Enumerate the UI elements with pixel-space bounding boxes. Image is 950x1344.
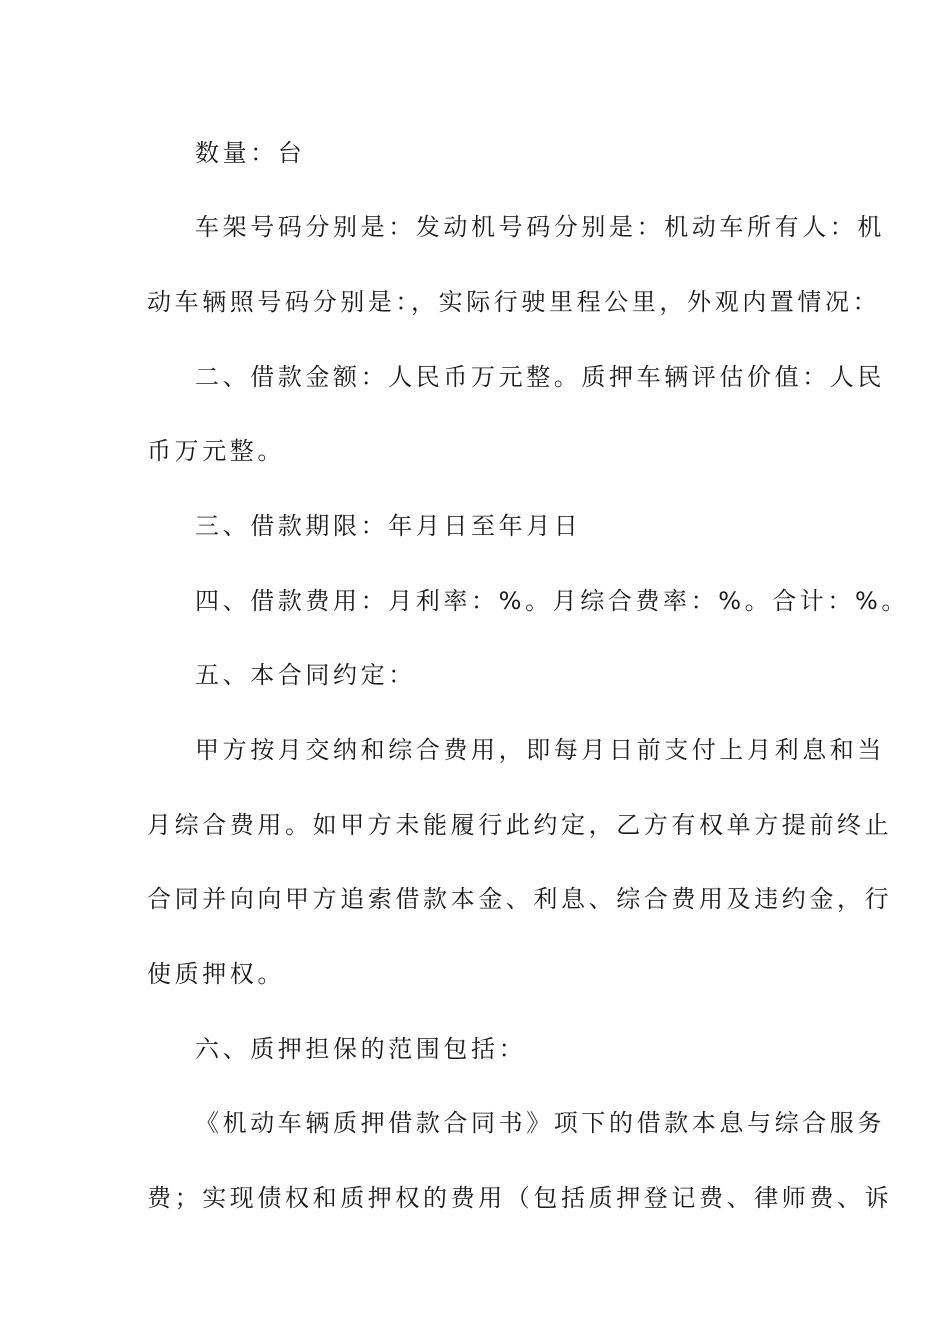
pledge-scope-line-2: 费；实现债权和质押权的费用（包括质押登记费、律师费、诉 [147,1184,893,1212]
pledge-scope-heading: 六、质押担保的范围包括： [195,1035,527,1063]
contract-terms-heading: 五、本合同约定： [195,661,416,689]
quantity-line: 数量：台 [195,139,306,167]
loan-amount-line-2: 币万元整。 [147,437,285,465]
contract-terms-line-2: 月综合费用。如甲方未能履行此约定，乙方有权单方提前终止 [147,811,893,839]
loan-amount-line-1: 二、借款金额：人民币万元整。质押车辆评估价值：人民 [195,363,885,391]
contract-terms-line-3: 合同并向向甲方追索借款本金、利息、综合费用及违约金，行 [147,885,893,913]
pledge-scope-line-1: 《机动车辆质押借款合同书》项下的借款本息与综合服务 [195,1109,885,1137]
vehicle-info-line-1: 车架号码分别是：发动机号码分别是：机动车所有人：机 [195,213,885,241]
loan-fees-line: 四、借款费用：月利率：%。月综合费率：%。合计：%。 [195,587,910,615]
loan-term-line: 三、借款期限：年月日至年月日 [195,512,582,540]
vehicle-info-line-2: 动车辆照号码分别是：，实际行驶里程公里，外观内置情况： [147,288,881,316]
contract-terms-line-1: 甲方按月交纳和综合费用，即每月日前支付上月利息和当 [195,736,885,764]
contract-terms-line-4: 使质押权。 [147,960,285,988]
